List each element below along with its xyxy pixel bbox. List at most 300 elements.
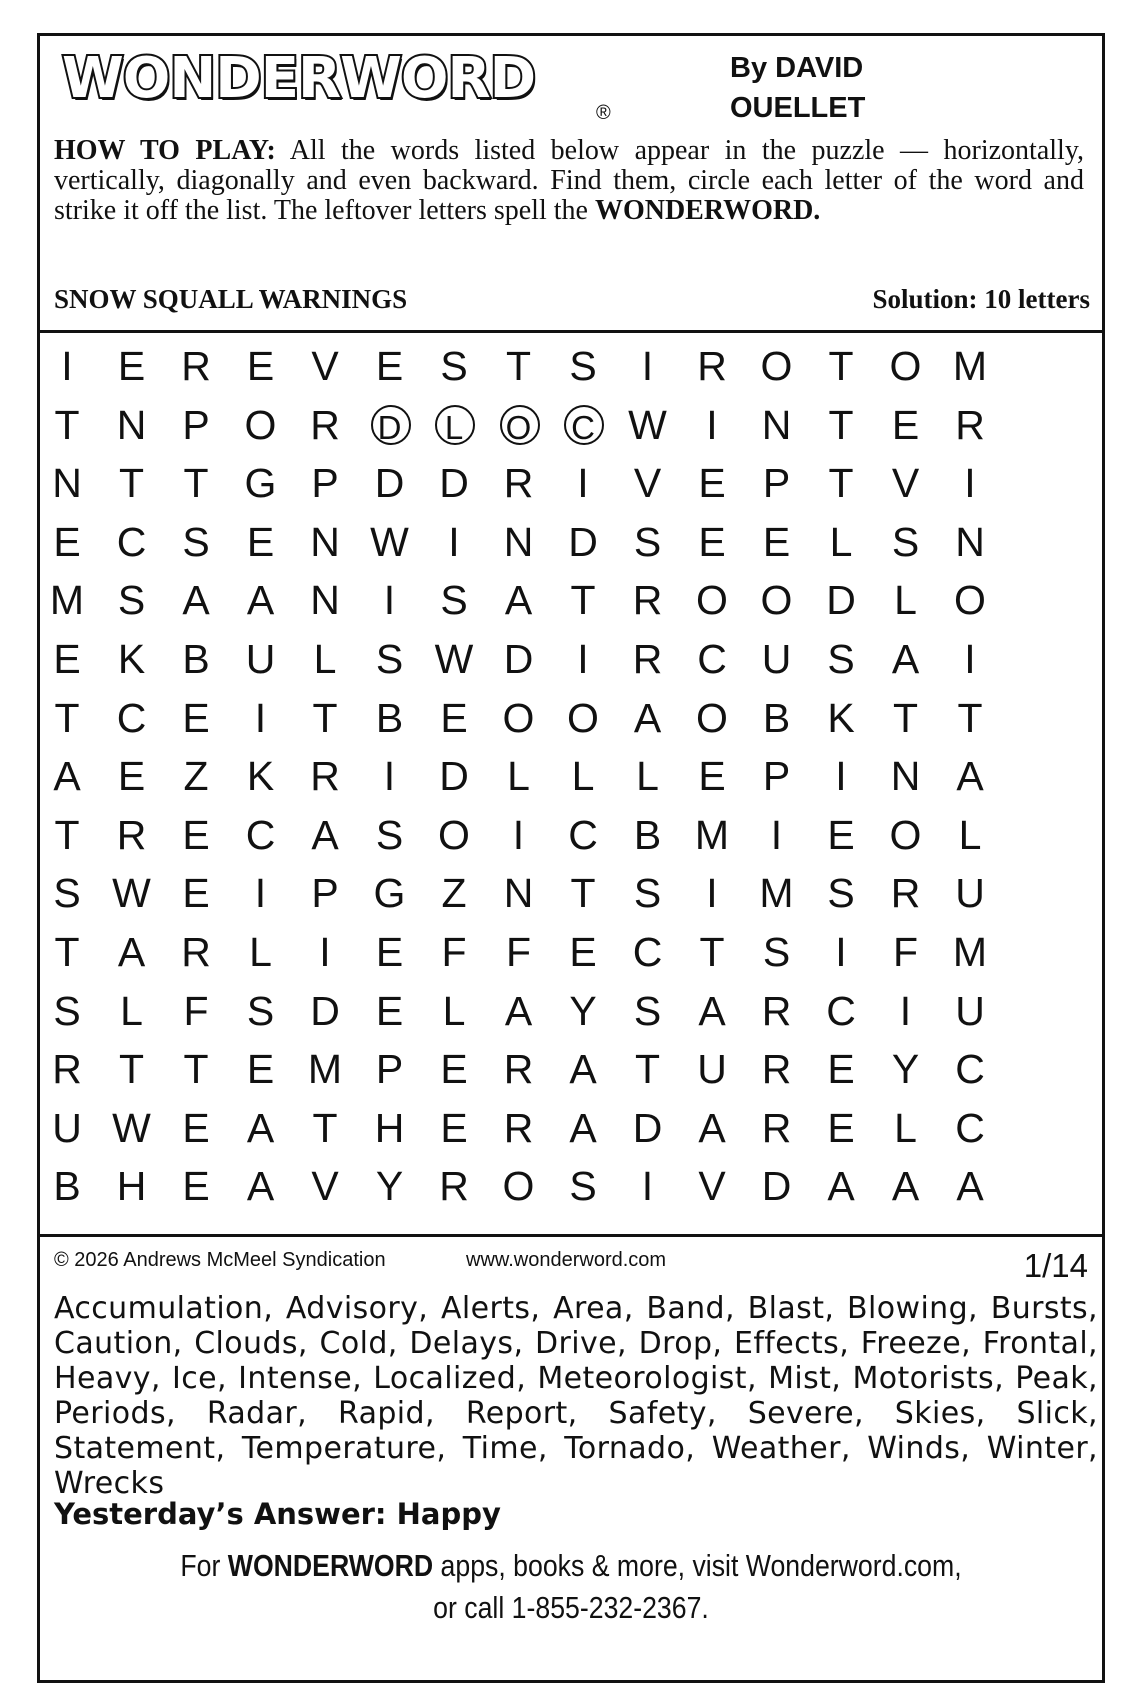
grid-cell[interactable] xyxy=(101,687,163,749)
grid-cell[interactable] xyxy=(101,335,163,397)
grid-cell[interactable] xyxy=(617,980,679,1042)
grid-cell[interactable] xyxy=(746,1155,808,1217)
grid-cell[interactable] xyxy=(810,1038,872,1100)
grid-cell[interactable] xyxy=(939,687,1001,749)
grid-cell[interactable] xyxy=(423,511,485,573)
grid-cell[interactable] xyxy=(230,921,292,983)
website-link[interactable]: www.wonderword.com xyxy=(466,1249,667,1271)
grid-cell[interactable] xyxy=(359,1097,421,1159)
grid-letter: S xyxy=(53,987,81,1034)
grid-letter: T xyxy=(699,929,725,975)
grid-cell[interactable] xyxy=(230,980,292,1042)
grid-cell[interactable] xyxy=(939,921,1001,983)
grid-cell[interactable] xyxy=(939,511,1001,573)
grid-cell[interactable] xyxy=(617,1038,679,1100)
grid-cell[interactable] xyxy=(681,1038,743,1100)
grid-cell[interactable] xyxy=(617,1155,679,1217)
grid-cell[interactable] xyxy=(810,804,872,866)
grid-letter: K xyxy=(117,636,146,682)
grid-letter: N xyxy=(116,401,147,448)
grid-cell[interactable] xyxy=(36,687,98,749)
grid-cell[interactable] xyxy=(939,862,1001,924)
grid-cell[interactable] xyxy=(36,569,98,631)
grid-cell[interactable] xyxy=(359,980,421,1042)
grid-cell[interactable] xyxy=(294,1038,356,1100)
grid-cell[interactable] xyxy=(939,980,1001,1042)
grid-cell[interactable] xyxy=(746,745,808,807)
grid-cell[interactable] xyxy=(810,511,872,573)
grid-cell[interactable] xyxy=(552,862,614,924)
grid-cell[interactable] xyxy=(810,569,872,631)
grid-letter: I xyxy=(706,401,718,448)
grid-cell[interactable] xyxy=(230,394,292,456)
grid-cell[interactable] xyxy=(875,921,937,983)
grid-cell[interactable] xyxy=(746,921,808,983)
grid-cell[interactable] xyxy=(230,1155,292,1217)
grid-cell[interactable] xyxy=(36,921,98,983)
grid-cell[interactable] xyxy=(810,628,872,690)
grid-letter: L xyxy=(894,1104,917,1151)
grid-letter: K xyxy=(246,753,275,800)
grid-cell[interactable] xyxy=(230,452,292,514)
grid-cell[interactable] xyxy=(681,511,743,573)
grid-letter: R xyxy=(116,811,147,858)
grid-cell[interactable] xyxy=(810,1097,872,1159)
grid-cell[interactable] xyxy=(488,1155,550,1217)
grid-cell[interactable] xyxy=(939,1097,1001,1159)
grid-letter: A xyxy=(311,811,339,858)
grid-letter: I xyxy=(448,518,460,565)
grid-cell[interactable] xyxy=(488,921,550,983)
puzzle-footer xyxy=(40,1237,1102,1682)
grid-cell[interactable] xyxy=(488,569,550,631)
grid-letter: A xyxy=(956,753,984,800)
grid-letter: D xyxy=(310,987,340,1034)
grid-cell[interactable] xyxy=(36,452,98,514)
grid-cell[interactable] xyxy=(746,335,808,397)
grid-letter: E xyxy=(440,1046,468,1093)
grid-cell[interactable] xyxy=(681,452,743,514)
grid-cell[interactable] xyxy=(359,1038,421,1100)
grid-cell[interactable] xyxy=(617,628,679,690)
grid-cell[interactable] xyxy=(423,452,485,514)
grid-letter: E xyxy=(117,753,146,800)
grid-cell[interactable] xyxy=(359,569,421,631)
grid-letter: S xyxy=(117,577,146,624)
grid-cell[interactable] xyxy=(36,511,98,573)
grid-cell[interactable] xyxy=(939,1038,1001,1100)
grid-cell[interactable] xyxy=(488,804,550,866)
grid-cell[interactable] xyxy=(552,1038,614,1100)
grid-cell[interactable] xyxy=(488,1038,550,1100)
grid-letter: R xyxy=(52,1046,82,1093)
grid-cell[interactable] xyxy=(423,1097,485,1159)
grid-row xyxy=(40,569,1102,633)
grid-letter: L xyxy=(444,408,464,446)
grid-cell[interactable] xyxy=(488,1097,550,1159)
grid-cell[interactable] xyxy=(488,745,550,807)
grid-cell[interactable] xyxy=(746,394,808,456)
grid-cell[interactable] xyxy=(101,980,163,1042)
grid-cell[interactable] xyxy=(552,804,614,866)
grid-letter: V xyxy=(633,460,662,507)
grid-cell[interactable] xyxy=(423,745,485,807)
grid-cell[interactable] xyxy=(230,745,292,807)
grid-cell[interactable] xyxy=(552,569,614,631)
grid-cell[interactable] xyxy=(552,980,614,1042)
grid-cell[interactable] xyxy=(552,511,614,573)
grid-cell[interactable] xyxy=(36,1097,98,1159)
grid-cell[interactable] xyxy=(359,1155,421,1217)
grid-letter: O xyxy=(438,811,470,858)
grid-cell[interactable] xyxy=(36,335,98,397)
grid-cell[interactable] xyxy=(423,569,485,631)
grid-letter: B xyxy=(53,1163,81,1210)
grid-cell[interactable] xyxy=(359,804,421,866)
grid-cell[interactable] xyxy=(552,394,614,456)
grid-cell[interactable] xyxy=(359,687,421,749)
grid-cell[interactable] xyxy=(101,1097,163,1159)
grid-cell[interactable] xyxy=(681,628,743,690)
grid-cell[interactable] xyxy=(746,628,808,690)
grid-cell[interactable] xyxy=(681,335,743,397)
grid-cell[interactable] xyxy=(810,921,872,983)
grid-cell[interactable] xyxy=(230,862,292,924)
grid-cell[interactable] xyxy=(294,569,356,631)
grid-cell[interactable] xyxy=(36,804,98,866)
grid-letter: C xyxy=(116,518,147,565)
grid-letter: A xyxy=(891,1163,920,1210)
grid-cell[interactable] xyxy=(165,745,227,807)
grid-cell[interactable] xyxy=(681,569,743,631)
grid-cell[interactable] xyxy=(681,745,743,807)
grid-letter: Y xyxy=(891,1046,920,1093)
grid-letter: E xyxy=(246,518,275,565)
grid-cell[interactable] xyxy=(165,862,227,924)
grid-letter: R xyxy=(310,753,340,800)
grid-cell[interactable] xyxy=(681,980,743,1042)
grid-cell[interactable] xyxy=(101,862,163,924)
grid-cell[interactable] xyxy=(875,1155,937,1217)
grid-cell[interactable] xyxy=(230,804,292,866)
grid-letter: L xyxy=(829,518,853,565)
grid-letter: T xyxy=(892,694,919,741)
grid-letter: E xyxy=(246,1046,275,1093)
grid-cell[interactable] xyxy=(165,1038,227,1100)
grid-cell[interactable] xyxy=(488,511,550,573)
grid-cell[interactable] xyxy=(230,628,292,690)
grid-cell[interactable] xyxy=(810,745,872,807)
grid-cell[interactable] xyxy=(875,862,937,924)
grid-cell[interactable] xyxy=(230,687,292,749)
grid-cell[interactable] xyxy=(165,335,227,397)
grid-cell[interactable] xyxy=(294,511,356,573)
grid-cell[interactable] xyxy=(617,511,679,573)
grid-letter: T xyxy=(54,929,80,975)
grid-cell[interactable] xyxy=(294,628,356,690)
grid-cell[interactable] xyxy=(165,452,227,514)
grid-cell[interactable] xyxy=(359,628,421,690)
grid-cell[interactable] xyxy=(294,980,356,1042)
grid-cell[interactable] xyxy=(423,1038,485,1100)
grid-cell[interactable] xyxy=(746,1097,808,1159)
grid-cell[interactable] xyxy=(165,804,227,866)
grid-cell[interactable] xyxy=(488,452,550,514)
grid-cell[interactable] xyxy=(36,1155,98,1217)
grid-cell[interactable] xyxy=(939,804,1001,866)
grid-row xyxy=(40,1155,1102,1219)
grid-row xyxy=(40,1097,1102,1161)
grid-letter: V xyxy=(891,460,920,507)
grid-cell[interactable] xyxy=(101,1038,163,1100)
grid-cell[interactable] xyxy=(746,1038,808,1100)
grid-cell[interactable] xyxy=(294,687,356,749)
grid-letter: A xyxy=(698,1104,726,1151)
grid-cell[interactable] xyxy=(423,804,485,866)
grid-cell[interactable] xyxy=(875,511,937,573)
grid-cell[interactable] xyxy=(294,335,356,397)
grid-cell[interactable] xyxy=(165,980,227,1042)
grid-cell[interactable] xyxy=(617,452,679,514)
grid-letter: D xyxy=(568,518,598,565)
grid-cell[interactable] xyxy=(746,687,808,749)
grid-cell[interactable] xyxy=(875,745,937,807)
grid-cell[interactable] xyxy=(294,1097,356,1159)
grid-cell[interactable] xyxy=(101,394,163,456)
grid-cell[interactable] xyxy=(746,452,808,514)
grid-cell[interactable] xyxy=(681,1155,743,1217)
grid-row xyxy=(40,862,1102,926)
grid-cell[interactable] xyxy=(746,862,808,924)
grid-cell[interactable] xyxy=(488,687,550,749)
grid-cell[interactable] xyxy=(552,628,614,690)
grid-cell[interactable] xyxy=(617,804,679,866)
grid-cell[interactable] xyxy=(746,980,808,1042)
grid-cell[interactable] xyxy=(294,862,356,924)
grid-cell[interactable] xyxy=(359,335,421,397)
grid-cell[interactable] xyxy=(101,804,163,866)
grid-cell[interactable] xyxy=(294,394,356,456)
grid-cell[interactable] xyxy=(36,862,98,924)
grid-cell[interactable] xyxy=(423,921,485,983)
grid-cell[interactable] xyxy=(488,335,550,397)
grid-cell[interactable] xyxy=(165,1155,227,1217)
grid-cell[interactable] xyxy=(617,745,679,807)
grid-cell[interactable] xyxy=(101,921,163,983)
grid-cell[interactable] xyxy=(617,921,679,983)
grid-cell[interactable] xyxy=(552,1097,614,1159)
grid-cell[interactable] xyxy=(165,511,227,573)
grid-cell[interactable] xyxy=(36,628,98,690)
grid-cell[interactable] xyxy=(746,804,808,866)
grid-letter: N xyxy=(503,518,534,565)
grid-cell[interactable] xyxy=(423,394,485,456)
grid-cell[interactable] xyxy=(875,569,937,631)
grid-cell[interactable] xyxy=(165,687,227,749)
grid-cell[interactable] xyxy=(810,452,872,514)
grid-letter: T xyxy=(828,343,854,389)
grid-cell[interactable] xyxy=(681,862,743,924)
grid-letter: E xyxy=(117,343,146,389)
grid-cell[interactable] xyxy=(359,745,421,807)
grid-cell[interactable] xyxy=(165,569,227,631)
grid-cell[interactable] xyxy=(423,335,485,397)
grid-cell[interactable] xyxy=(939,569,1001,631)
grid-cell[interactable] xyxy=(101,511,163,573)
grid-cell[interactable] xyxy=(939,394,1001,456)
how-to-play-text: All the words listed below appear in the puzzle — horizontally, vertically, diagonally and even backward. Find them, circle each letter of the word and strike it off the list. The leftover letters spell the xyxy=(54,135,1084,226)
grid-cell[interactable] xyxy=(617,862,679,924)
promo-suffix: apps, books & more, visit Wonderword.com, xyxy=(433,1548,962,1583)
grid-cell[interactable] xyxy=(746,511,808,573)
grid-letter: R xyxy=(761,1104,792,1151)
grid-cell[interactable] xyxy=(230,335,292,397)
grid-cell[interactable] xyxy=(488,628,550,690)
grid-cell[interactable] xyxy=(552,452,614,514)
grid-cell[interactable] xyxy=(552,335,614,397)
grid-letter: E xyxy=(182,694,210,741)
grid-cell[interactable] xyxy=(810,394,872,456)
grid-cell[interactable] xyxy=(101,628,163,690)
grid-letter: I xyxy=(512,811,525,858)
grid-cell[interactable] xyxy=(423,628,485,690)
puzzle-theme: SNOW SQUALL WARNINGS xyxy=(54,284,408,314)
grid-cell[interactable] xyxy=(939,452,1001,514)
grid-cell[interactable] xyxy=(101,745,163,807)
grid-letter: I xyxy=(254,694,267,741)
grid-cell[interactable] xyxy=(810,335,872,397)
grid-cell[interactable] xyxy=(359,862,421,924)
grid-cell[interactable] xyxy=(423,687,485,749)
grid-letter: N xyxy=(955,518,985,565)
grid-cell[interactable] xyxy=(875,1097,937,1159)
grid-cell[interactable] xyxy=(294,804,356,866)
grid-cell[interactable] xyxy=(875,335,937,397)
grid-letter: P xyxy=(375,1046,404,1093)
grid-letter: S xyxy=(633,870,662,917)
grid-letter: F xyxy=(183,987,209,1034)
byline xyxy=(730,48,930,128)
grid-cell[interactable] xyxy=(488,394,550,456)
grid-cell[interactable] xyxy=(939,335,1001,397)
grid-cell[interactable] xyxy=(810,980,872,1042)
grid-letter: I xyxy=(835,929,847,975)
grid-cell[interactable] xyxy=(810,1155,872,1217)
grid-cell[interactable] xyxy=(617,687,679,749)
grid-cell[interactable] xyxy=(488,862,550,924)
grid-cell[interactable] xyxy=(488,980,550,1042)
grid-cell[interactable] xyxy=(552,1155,614,1217)
grid-cell[interactable] xyxy=(359,452,421,514)
grid-cell[interactable] xyxy=(875,628,937,690)
grid-cell[interactable] xyxy=(36,1038,98,1100)
grid-letter: E xyxy=(182,1104,210,1151)
grid-cell[interactable] xyxy=(875,452,937,514)
grid-letter: R xyxy=(632,636,663,682)
grid-cell[interactable] xyxy=(165,628,227,690)
grid-letter: W xyxy=(434,636,474,682)
grid-cell[interactable] xyxy=(681,804,743,866)
grid-letter: C xyxy=(571,408,595,446)
grid-cell[interactable] xyxy=(939,745,1001,807)
grid-cell[interactable] xyxy=(552,745,614,807)
grid-cell[interactable] xyxy=(617,335,679,397)
grid-cell[interactable] xyxy=(230,569,292,631)
grid-cell[interactable] xyxy=(359,394,421,456)
grid-cell[interactable] xyxy=(810,862,872,924)
grid-cell[interactable] xyxy=(875,394,937,456)
grid-cell[interactable] xyxy=(552,921,614,983)
grid-cell[interactable] xyxy=(36,980,98,1042)
grid-row xyxy=(40,687,1102,751)
grid-cell[interactable] xyxy=(617,1097,679,1159)
grid-letter: O xyxy=(505,408,532,446)
grid-letter: R xyxy=(890,870,921,917)
grid-cell[interactable] xyxy=(423,1155,485,1217)
grid-cell[interactable] xyxy=(875,980,937,1042)
grid-letter: S xyxy=(569,343,597,389)
grid-cell[interactable] xyxy=(939,1155,1001,1217)
grid-cell[interactable] xyxy=(746,569,808,631)
grid-row xyxy=(40,745,1102,809)
grid-cell[interactable] xyxy=(165,921,227,983)
grid-cell[interactable] xyxy=(939,628,1001,690)
grid-letter: D xyxy=(439,460,469,507)
grid-cell[interactable] xyxy=(230,511,292,573)
grid-letter: A xyxy=(182,577,210,624)
grid-cell[interactable] xyxy=(230,1038,292,1100)
grid-cell[interactable] xyxy=(294,921,356,983)
grid-cell[interactable] xyxy=(101,1155,163,1217)
grid-letter: I xyxy=(61,343,73,389)
grid-cell[interactable] xyxy=(230,1097,292,1159)
grid-cell[interactable] xyxy=(294,452,356,514)
grid-letter: M xyxy=(694,811,730,858)
grid-cell[interactable] xyxy=(681,921,743,983)
grid-letter: I xyxy=(383,753,396,800)
grid-cell[interactable] xyxy=(681,687,743,749)
grid-cell[interactable] xyxy=(165,1097,227,1159)
grid-cell[interactable] xyxy=(36,394,98,456)
grid-letter: U xyxy=(761,636,792,682)
grid-cell[interactable] xyxy=(875,687,937,749)
grid-cell[interactable] xyxy=(294,1155,356,1217)
grid-cell[interactable] xyxy=(359,511,421,573)
grid-cell[interactable] xyxy=(423,980,485,1042)
grid-cell[interactable] xyxy=(165,394,227,456)
grid-cell[interactable] xyxy=(810,687,872,749)
grid-cell[interactable] xyxy=(552,687,614,749)
grid-cell[interactable] xyxy=(101,569,163,631)
grid-letter: I xyxy=(964,636,976,682)
grid-cell[interactable] xyxy=(681,1097,743,1159)
grid-cell[interactable] xyxy=(101,452,163,514)
grid-row xyxy=(40,335,1102,399)
grid-cell[interactable] xyxy=(294,745,356,807)
promo-line-1 xyxy=(114,1545,1027,1587)
grid-cell[interactable] xyxy=(36,745,98,807)
grid-cell[interactable] xyxy=(423,862,485,924)
grid-cell[interactable] xyxy=(875,804,937,866)
grid-cell[interactable] xyxy=(617,569,679,631)
grid-cell[interactable] xyxy=(359,921,421,983)
grid-letter: M xyxy=(759,870,794,917)
grid-letter: P xyxy=(311,460,339,507)
grid-cell[interactable] xyxy=(875,1038,937,1100)
grid-letter: G xyxy=(373,870,406,917)
grid-cell[interactable] xyxy=(617,394,679,456)
grid-cell[interactable] xyxy=(681,394,743,456)
